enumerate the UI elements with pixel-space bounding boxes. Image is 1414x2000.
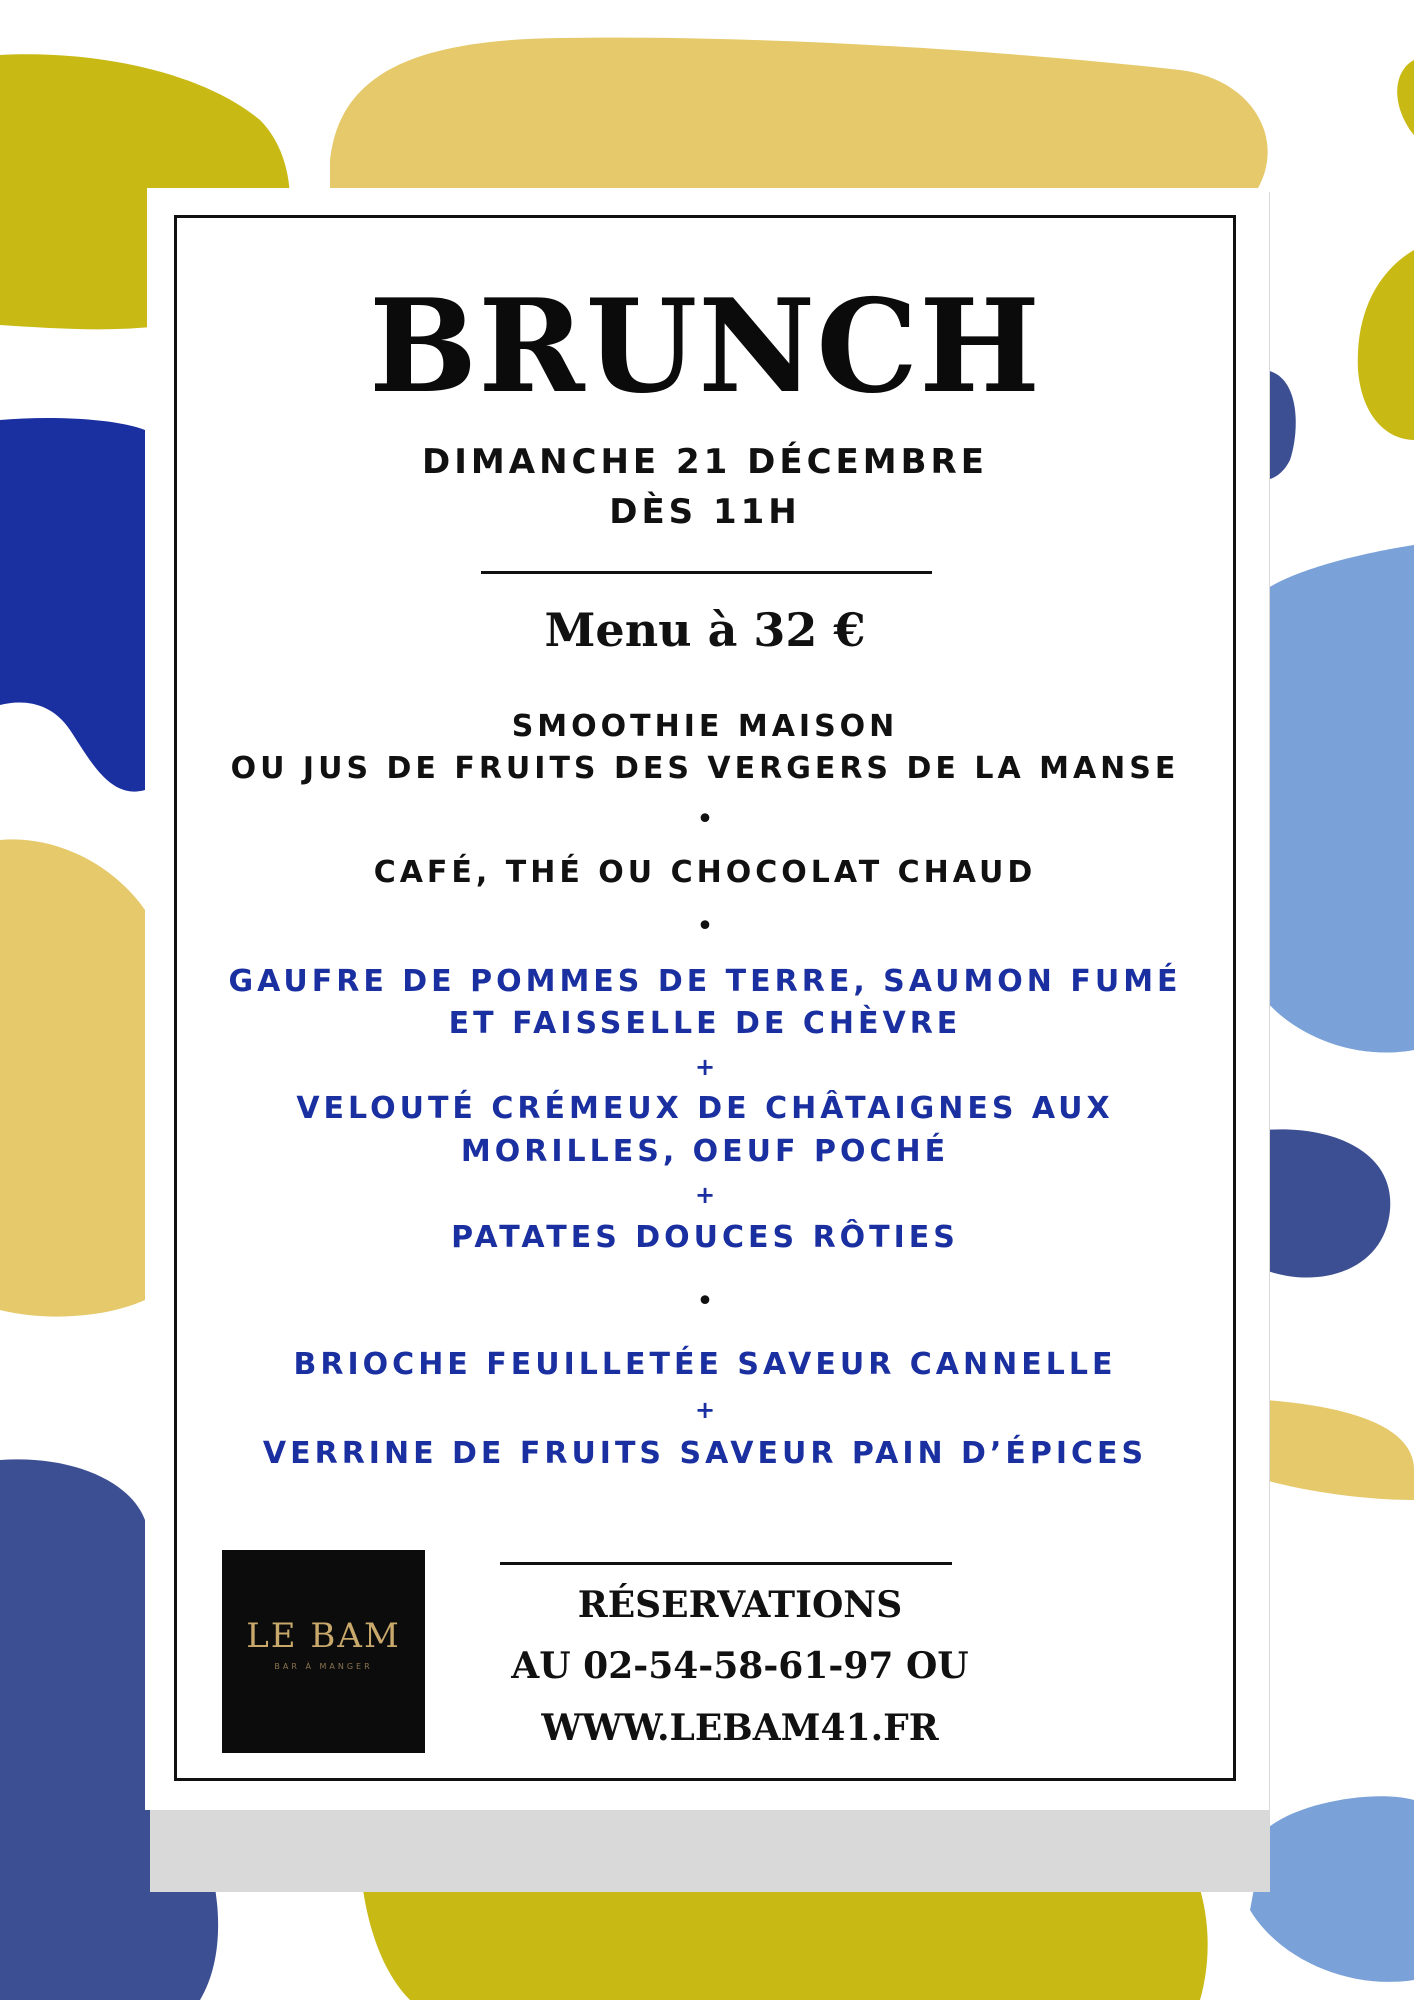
poster-title: BRUNCH [369, 272, 1041, 422]
plus-sign: + [694, 1396, 716, 1424]
reservation-phone: AU 02-54-58-61-97 OU [511, 1645, 969, 1687]
separator-dot: • [696, 909, 714, 944]
sky-blob-bottom-right [1250, 1796, 1414, 1982]
blue-blob-left [0, 418, 145, 792]
gold-blob-right-lower [1265, 1400, 1414, 1500]
olive-blob-right [1358, 250, 1414, 440]
menu-item-veloute-cont: MORILLES, OEUF POCHÉ [460, 1134, 950, 1169]
separator-dot: • [696, 1284, 714, 1319]
menu-item-juice: OU JUS DE FRUITS DES VERGERS DE LA MANSE [230, 751, 1180, 786]
olive-blob-top-right [1397, 60, 1414, 135]
menu-item-brioche: BRIOCHE FEUILLETÉE SAVEUR CANNELLE [293, 1347, 1117, 1382]
separator-dot: • [696, 802, 714, 837]
menu-item-sweet-potatoes: PATATES DOUCES RÔTIES [451, 1220, 959, 1255]
logo-name: LE BAM [246, 1616, 401, 1656]
menu-item-hot-drinks: CAFÉ, THÉ OU CHOCOLAT CHAUD [373, 855, 1037, 890]
divider-bottom [500, 1562, 952, 1565]
menu-price: Menu à 32 € [544, 603, 866, 657]
event-date: DIMANCHE 21 DÉCEMBRE [422, 442, 988, 482]
gold-blob-top-center [330, 38, 1268, 210]
menu-item-verrine: VERRINE DE FRUITS SAVEUR PAIN D’ÉPICES [262, 1436, 1148, 1471]
reservation-website[interactable]: WWW.LEBAM41.FR [541, 1707, 939, 1749]
plus-sign: + [694, 1053, 716, 1081]
menu-item-waffle: GAUFRE DE POMMES DE TERRE, SAUMON FUMÉ [228, 964, 1182, 999]
sky-blob-right [1265, 545, 1414, 1053]
event-time: DÈS 11H [609, 492, 801, 532]
divider-top [481, 571, 932, 574]
logo-subtitle: BAR À MANGER [274, 1662, 373, 1671]
le-bam-logo [222, 1550, 425, 1753]
plus-sign: + [694, 1181, 716, 1209]
gold-blob-left-middle [0, 839, 145, 1316]
menu-item-veloute: VELOUTÉ CRÉMEUX DE CHÂTAIGNES AUX [296, 1091, 1114, 1126]
menu-item-smoothie: SMOOTHIE MAISON [511, 709, 899, 744]
menu-item-waffle-cont: ET FAISSELLE DE CHÈVRE [448, 1006, 962, 1041]
reservation-label: RÉSERVATIONS [577, 1584, 903, 1626]
navy-blob-right-middle [1265, 1129, 1390, 1277]
